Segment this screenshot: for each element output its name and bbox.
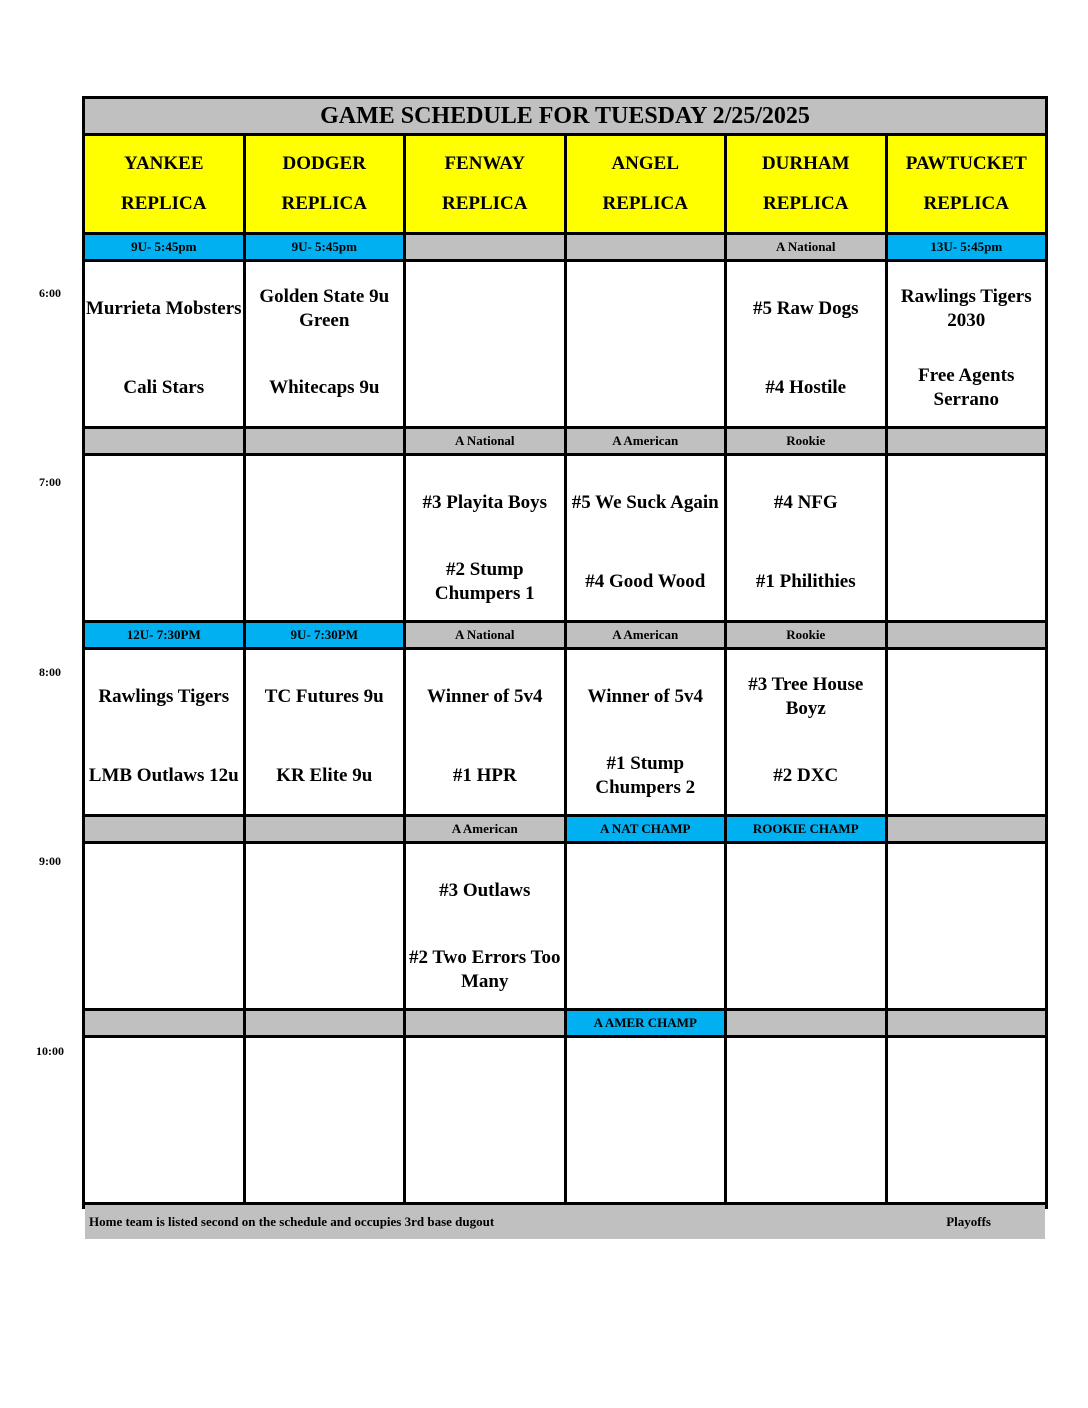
game-cell bbox=[567, 650, 725, 814]
division-label: A AMER CHAMP bbox=[567, 1011, 725, 1035]
game-cell bbox=[727, 844, 885, 1008]
field-name: PAWTUCKET bbox=[905, 153, 1027, 174]
time-label: 9:00 bbox=[39, 854, 61, 868]
field-header bbox=[888, 136, 1046, 232]
home-team: KR Elite 9u bbox=[276, 765, 373, 786]
away-team: Rawlings Tigers bbox=[98, 686, 230, 707]
division-label: ROOKIE CHAMP bbox=[727, 817, 885, 841]
home-team: Free Agents Serrano bbox=[918, 365, 1015, 410]
game-cell bbox=[727, 650, 885, 814]
division-label bbox=[727, 1011, 885, 1035]
division-label bbox=[85, 429, 243, 453]
away-team: #3 Outlaws bbox=[439, 880, 531, 901]
time-label: 6:00 bbox=[39, 286, 61, 300]
division-label bbox=[246, 429, 404, 453]
schedule-sheet bbox=[82, 96, 1048, 1229]
home-team: #4 Hostile bbox=[765, 377, 847, 398]
division-label bbox=[85, 817, 243, 841]
field-subtitle: REPLICA bbox=[120, 193, 207, 214]
away-team: Winner of 5v4 bbox=[427, 686, 543, 707]
division-label: 9U- 5:45pm bbox=[246, 235, 404, 259]
time-label: 10:00 bbox=[36, 1044, 64, 1058]
away-team: Golden State 9u Green bbox=[259, 286, 390, 331]
division-label bbox=[85, 1011, 243, 1035]
away-team: Rawlings Tigers 2030 bbox=[900, 286, 1032, 331]
division-label: Rookie bbox=[727, 623, 885, 647]
home-team: LMB Outlaws 12u bbox=[88, 765, 239, 786]
division-label bbox=[246, 1011, 404, 1035]
division-label: Rookie bbox=[727, 429, 885, 453]
field-subtitle: REPLICA bbox=[762, 193, 849, 214]
game-cell bbox=[406, 456, 564, 620]
field-subtitle: REPLICA bbox=[441, 193, 528, 214]
game-cell bbox=[406, 1038, 564, 1202]
field-subtitle: REPLICA bbox=[923, 193, 1009, 214]
division-label: A American bbox=[567, 623, 725, 647]
footer-bar bbox=[85, 1205, 1045, 1239]
game-cell bbox=[727, 1038, 885, 1202]
division-label bbox=[406, 235, 564, 259]
division-label: A American bbox=[406, 817, 564, 841]
field-header bbox=[567, 136, 725, 232]
home-team: #4 Good Wood bbox=[585, 571, 706, 592]
division-label bbox=[246, 817, 404, 841]
home-team: #1 HPR bbox=[452, 765, 517, 786]
away-team: Winner of 5v4 bbox=[587, 686, 703, 707]
division-label bbox=[888, 429, 1046, 453]
away-team: #3 Tree House Boyz bbox=[748, 674, 864, 719]
time-label: 7:00 bbox=[39, 475, 61, 489]
division-label: A American bbox=[567, 429, 725, 453]
division-label: 13U- 5:45pm bbox=[888, 235, 1046, 259]
division-label bbox=[567, 235, 725, 259]
home-team: #2 Two Errors Too Many bbox=[409, 947, 561, 992]
game-cell bbox=[85, 844, 243, 1008]
home-team: Cali Stars bbox=[123, 377, 205, 398]
game-cell bbox=[246, 1038, 404, 1202]
division-label bbox=[406, 1011, 564, 1035]
game-cell bbox=[888, 262, 1046, 426]
game-cell bbox=[888, 1038, 1046, 1202]
field-subtitle: REPLICA bbox=[602, 193, 688, 214]
game-cell bbox=[246, 844, 404, 1008]
game-cell bbox=[567, 844, 725, 1008]
field-subtitle: REPLICA bbox=[281, 193, 367, 214]
game-cell bbox=[567, 1038, 725, 1202]
division-label: A National bbox=[406, 623, 564, 647]
division-label: 9U- 7:30PM bbox=[246, 623, 404, 647]
away-team: #3 Playita Boys bbox=[422, 492, 548, 513]
field-header bbox=[85, 136, 243, 232]
division-label: A National bbox=[406, 429, 564, 453]
game-cell bbox=[246, 262, 404, 426]
game-cell bbox=[406, 650, 564, 814]
game-cell bbox=[85, 456, 243, 620]
home-team: #2 Stump Chumpers 1 bbox=[434, 559, 535, 604]
game-cell bbox=[727, 262, 885, 426]
division-label: 12U- 7:30PM bbox=[85, 623, 243, 647]
field-header bbox=[246, 136, 404, 232]
game-cell bbox=[85, 650, 243, 814]
game-cell bbox=[888, 650, 1046, 814]
game-cell bbox=[888, 844, 1046, 1008]
game-cell bbox=[567, 262, 725, 426]
field-header bbox=[406, 136, 564, 232]
away-team: Murrieta Mobsters bbox=[85, 298, 242, 319]
game-cell bbox=[406, 262, 564, 426]
home-team: #2 DXC bbox=[773, 765, 839, 786]
game-cell bbox=[727, 456, 885, 620]
away-team: #5 Raw Dogs bbox=[752, 298, 859, 319]
game-cell bbox=[406, 844, 564, 1008]
field-name: DODGER bbox=[282, 153, 366, 174]
game-cell bbox=[85, 262, 243, 426]
game-cell bbox=[888, 456, 1046, 620]
field-name: ANGEL bbox=[611, 153, 680, 174]
away-team: #5 We Suck Again bbox=[571, 492, 719, 513]
game-cell bbox=[246, 456, 404, 620]
game-cell bbox=[246, 650, 404, 814]
game-cell bbox=[85, 1038, 243, 1202]
field-header bbox=[727, 136, 885, 232]
footer-note: Home team is listed second on the schedule and occupies 3rd base dugout bbox=[89, 1214, 495, 1229]
away-team: TC Futures 9u bbox=[264, 686, 384, 707]
home-team: Whitecaps 9u bbox=[269, 377, 380, 398]
division-label bbox=[888, 817, 1046, 841]
division-label: A NAT CHAMP bbox=[567, 817, 725, 841]
division-label: 9U- 5:45pm bbox=[85, 235, 243, 259]
field-name: FENWAY bbox=[444, 153, 526, 174]
home-team: #1 Stump Chumpers 2 bbox=[595, 753, 696, 798]
field-name: YANKEE bbox=[123, 153, 204, 174]
schedule-title: GAME SCHEDULE FOR TUESDAY 2/25/2025 bbox=[85, 99, 1045, 133]
division-label: A National bbox=[727, 235, 885, 259]
field-name: DURHAM bbox=[761, 153, 850, 174]
away-team: #4 NFG bbox=[773, 492, 838, 513]
home-team: #1 Philithies bbox=[755, 571, 856, 592]
division-label bbox=[888, 623, 1046, 647]
time-label: 8:00 bbox=[39, 665, 61, 679]
footer-playoffs: Playoffs bbox=[946, 1214, 991, 1229]
division-label bbox=[888, 1011, 1046, 1035]
game-cell bbox=[567, 456, 725, 620]
